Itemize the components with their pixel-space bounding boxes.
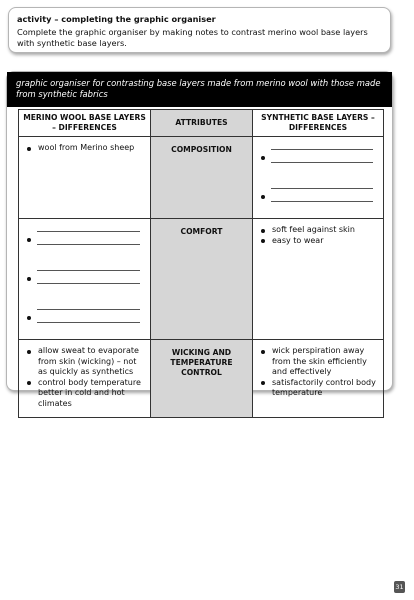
attribute-label: COMFORT (180, 227, 223, 236)
blank-bullet[interactable] (19, 231, 150, 261)
activity-title: activity – completing the graphic organiser (17, 14, 216, 24)
activity-box (8, 7, 391, 53)
synthetic-wicking-cell (253, 340, 384, 418)
list-item: allow sweat to evaporate from skin (wicking) – not as quickly as synthetics (25, 346, 146, 378)
synthetic-composition-cell (253, 137, 384, 219)
merino-composition-cell (19, 137, 151, 219)
attribute-cell-composition (151, 137, 253, 219)
blank-bullet[interactable] (19, 309, 150, 339)
synthetic-column-header: SYNTHETIC BASE LAYERS – DIFFERENCES (253, 110, 384, 137)
graphic-organiser (6, 71, 393, 408)
table-row-wicking (19, 340, 384, 418)
table-row-composition (19, 137, 384, 219)
answer-line[interactable] (37, 244, 140, 245)
list-item: soft feel against skin (259, 225, 379, 236)
organiser-table (18, 109, 384, 418)
attribute-cell-wicking (151, 340, 253, 418)
merino-column-header: MERINO WOOL BASE LAYERS – DIFFERENCES (19, 110, 151, 137)
activity-instructions: Complete the graphic organiser by making notes to contrast merino wool base layers with synthetic base layers. (17, 27, 368, 48)
attribute-label: WICKING AND TEMPERATURE CONTROL (170, 348, 233, 377)
blank-bullet[interactable] (253, 149, 383, 179)
answer-line[interactable] (37, 309, 140, 310)
organiser-heading: graphic organiser for contrasting base layers made from merino wool with those made from synthetic fabrics (7, 72, 392, 107)
answer-line[interactable] (271, 201, 373, 202)
blank-bullet[interactable] (253, 188, 383, 218)
merino-comfort-cell (19, 219, 151, 340)
header-row (19, 110, 384, 137)
list-item: wool from Merino sheep (25, 143, 146, 154)
list-item: control body temperature better in cold and hot climates (25, 378, 146, 410)
attributes-column-header: ATTRIBUTES (151, 110, 253, 137)
answer-line[interactable] (37, 270, 140, 271)
answer-line[interactable] (271, 162, 373, 163)
answer-line[interactable] (37, 231, 140, 232)
list-item: wick perspiration away from the skin efficiently and effectively (259, 346, 379, 378)
answer-line[interactable] (271, 188, 373, 189)
merino-wicking-cell (19, 340, 151, 418)
list-item: satisfactorily control body temperature (259, 378, 379, 399)
answer-line[interactable] (37, 322, 140, 323)
answer-line[interactable] (271, 149, 373, 150)
synthetic-comfort-cell (253, 219, 384, 340)
answer-line[interactable] (37, 283, 140, 284)
list-item: easy to wear (259, 236, 379, 247)
page-number: 31 (395, 583, 404, 591)
blank-bullet[interactable] (19, 270, 150, 300)
attribute-cell-comfort (151, 219, 253, 340)
table-row-comfort (19, 219, 384, 340)
attribute-label: COMPOSITION (171, 145, 232, 154)
